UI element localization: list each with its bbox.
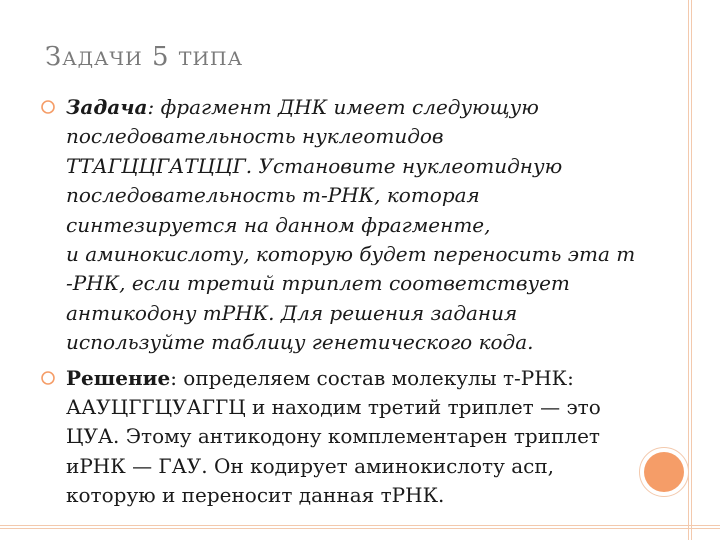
task-line: последовательность нуклеотидов [66,124,444,149]
task-line: синтезируется на данном фрагменте, [66,212,491,237]
solution-line: которую и переносит данная тРНК. [66,483,445,508]
solution-line: ААУЦГГЦУАГГЦ и находим третий триплет — это [66,395,601,420]
task-line: используйте таблицу генетического кода. [66,330,534,355]
task-line: антикодону тРНК. Для решения задания [66,300,518,325]
task-line: -РНК, если третий триплет соответствует [66,271,570,296]
solution-label: Решение [66,365,171,390]
task-text [66,93,680,358]
title-last-word: ТИПА [178,48,243,70]
task-line: последовательность т-РНК, которая [66,183,480,208]
decorative-frame-vertical [688,0,692,540]
decorative-frame-horizontal [0,525,720,529]
task-label: Задача [66,95,148,119]
hollow-circle-icon [40,370,56,386]
title-first-letter: З [45,42,63,72]
solution-line: ЦУА. Этому антикодону комплементарен триплет [66,424,600,449]
slide-title [45,42,243,72]
title-number: 5 [142,42,179,72]
solution-line: иРНК — ГАУ. Он кодирует аминокислоту асп, [66,453,555,478]
task-bullet [40,93,680,358]
task-line: : фрагмент ДНК имеет следующую [147,95,539,119]
task-line: и аминокислоту, которую будет переносить эта т [66,242,636,267]
solution-text [66,364,680,511]
bullet-list [40,93,680,517]
task-line: ТТАГЦЦГАТЦЦГ. Установите нуклеотидную [66,153,563,178]
hollow-circle-icon [40,99,56,115]
title-word: АДАЧИ [62,48,143,70]
solution-line: : определяем состав молекулы т-РНК: [170,365,574,390]
solution-bullet [40,364,680,511]
